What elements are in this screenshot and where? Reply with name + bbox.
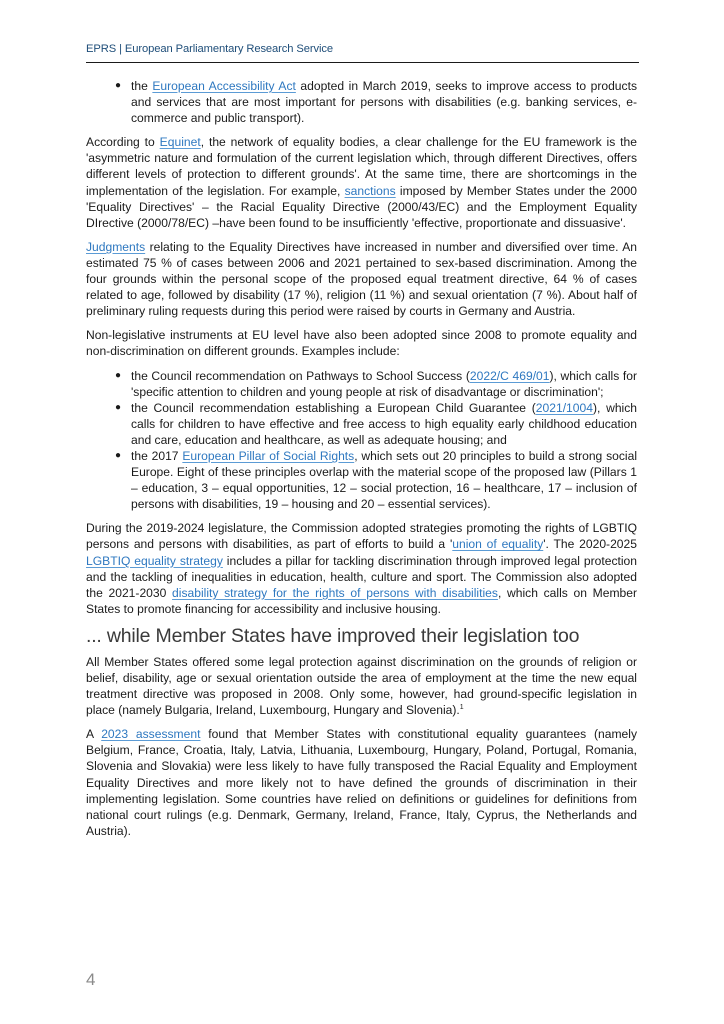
list-item: ● the 2017 European Pillar of Social Rights, which sets out 20 principles to build a strong social Europe. Eight of these principles overlap with the material scope of the proposed law (Pillars 1 – education, 3 – equal opportunities, 12 – social protection, 16 – healthcare, 17 – inclusion of persons with disabilities, 19 – housing and 20 – essential services).	[115, 448, 638, 512]
bullet-icon: ●	[115, 401, 122, 413]
link-disability-strategy[interactable]: disability strategy for the rights of persons with disabilities	[172, 585, 498, 600]
list-item: ● the Council recommendation establishing a European Child Guarantee (2021/1004), which calls for children to have effective and free access to high equality early childhood education and care, education and healthcare, as well as adequate housing; and	[115, 400, 637, 447]
section-heading: ... while Member States have improved their legislation too	[86, 624, 580, 647]
paragraph-judgments: Judgments relating to the Equality Directives have increased in number and diversified over time. An estimated 75 % of cases between 2006 and 2021 pertained to sex-based discrimination. Among the four grounds within the personal scope of the proposed equal treatment directive, 64 % of cases related to age, followed by disability (17 %), religion (11 %) and sexual orientation (7 %). About half of preliminary ruling requests during this period were raised by courts in Germany and Austria.	[86, 239, 637, 319]
bullet-icon: ●	[115, 369, 122, 381]
link-union-of-equality[interactable]: union of equality	[452, 537, 544, 552]
link-sanctions[interactable]: sanctions	[344, 183, 396, 198]
document-body	[86, 78, 637, 847]
link-lgbtiq-equality-strategy[interactable]: LGBTIQ equality strategy	[86, 553, 223, 568]
paragraph-assessment: A 2023 assessment found that Member States with constitutional equality guarantees (namely Belgium, France, Croatia, Italy, Latvia, Lithuania, Luxembourg, Hungary, Poland, Portugal, Romania, Slovenia and Slovakia) were less likely to have fully transposed the Racial Equality and Employment Equality Directives and more likely not to have defined the grounds of discrimination in their implementing legislation. Some countries have relied on definitions or guidelines for definitions from national court rulings (e.g. Denmark, Germany, Ireland, France, Italy, Cyprus, the Netherlands and Austria).	[86, 727, 637, 838]
link-equinet[interactable]: Equinet	[159, 135, 201, 150]
paragraph-strategies: During the 2019-2024 legislature, the Commission adopted strategies promoting the rights of LGBTIQ persons and persons with disabilities, as part of efforts to build a 'union of equality'. The 2020-2025 LGBTIQ equality strategy includes a pillar for tackling discrimination through improved legal protection and the tackling of inequalities in education, health, culture and sport. The Commission also adopted the 2021-2030 disability strategy for the rights of persons with disabilities, which calls on Member States to promote financing for accessibility and inclusive housing.	[86, 521, 638, 616]
link-judgments[interactable]: Judgments	[86, 239, 146, 254]
running-header: EPRS | European Parliamentary Research Service	[86, 43, 334, 55]
accessibility-list	[86, 78, 637, 126]
link-2021-1004[interactable]: 2021/1004	[535, 400, 593, 415]
list-item: ● the European Accessibility Act adopted in March 2019, seeks to improve access to products and services that are most important for persons with disabilities (e.g. banking services, e-commerce and public transport).	[115, 79, 637, 126]
footnote-reference[interactable]: 1	[459, 704, 464, 712]
link-2023-assessment[interactable]: 2023 assessment	[101, 727, 201, 742]
link-european-pillar-of-social-rights[interactable]: European Pillar of Social Rights	[182, 448, 355, 463]
link-european-accessibility-act[interactable]: European Accessibility Act	[152, 79, 296, 93]
page-number: 4	[86, 970, 96, 989]
link-2022-c-469-01[interactable]: 2022/C 469/01	[469, 368, 550, 383]
bullet-icon: ●	[115, 449, 122, 461]
paragraph-equinet: According to Equinet, the network of equality bodies, a clear challenge for the EU framework is the 'asymmetric nature and formulation of the current legislation which, through different Directives, offers different levels of protection to different grounds'. At the same time, there are shortcomings in the implementation of the legislation. For example, sanctions imposed by Member States under the 2000 'Equality Directives' – the Racial Equality Directive (2000/43/EC) and the Employment Equality DIrective (2000/78/EC) –have been found to be insufficiently 'effective, proportionate and dissuasive'.	[86, 135, 637, 230]
list-item: ● the Council recommendation on Pathways to School Success (2022/C 469/01), which calls for 'specific attention to children and young people at risk of disadvantage or discrimination';	[115, 368, 637, 399]
examples-list	[86, 368, 637, 513]
paragraph-member-states: All Member States offered some legal protection against discrimination on the grounds of religion or belief, disability, age or sexual orientation outside the area of employment at the time the new equal treatment directive was proposed in 2008. Only some, however, had ground-specific legislation in place (namely Bulgaria, Ireland, Luxembourg, Hungary and Slovenia).$^1$	[86, 654, 637, 718]
paragraph-non-legislative: Non-legislative instruments at EU level have also been adopted since 2008 to promote equality and non-discrimination on different grounds. Examples include:	[86, 328, 637, 359]
bullet-icon: ●	[115, 80, 122, 91]
header-divider	[86, 62, 639, 63]
